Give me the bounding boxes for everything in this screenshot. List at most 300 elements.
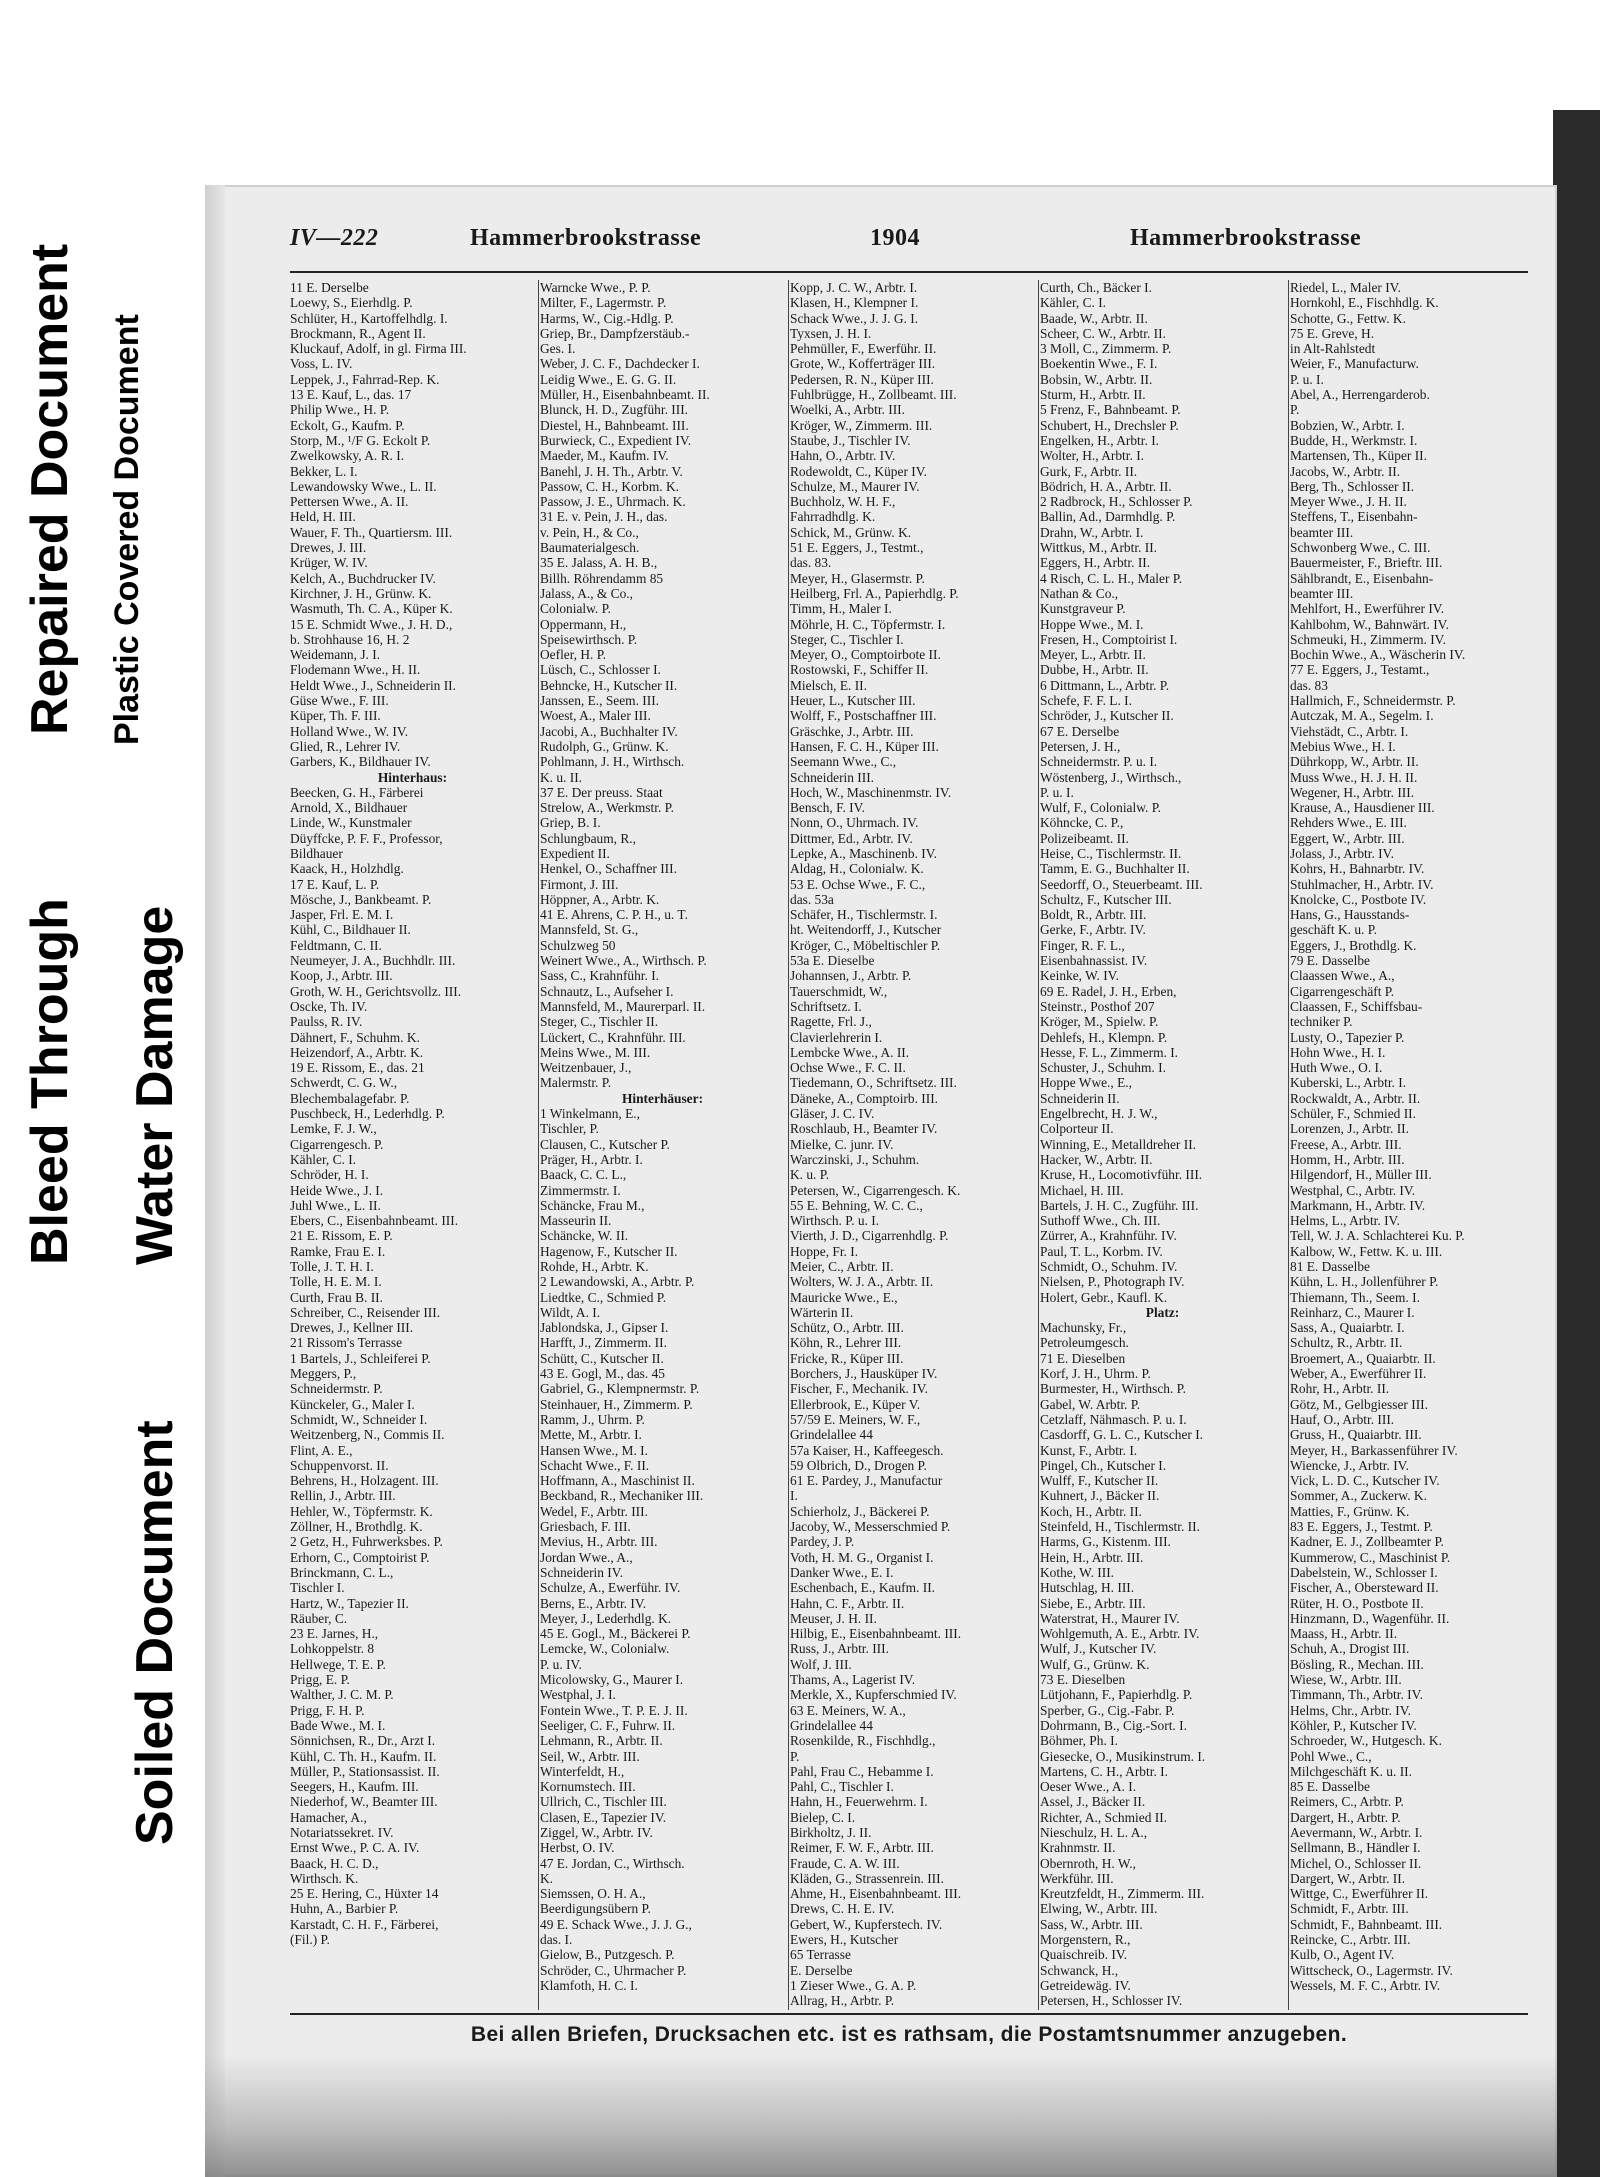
directory-entry: Reimers, C., Arbtr. P.	[1290, 1794, 1404, 1810]
directory-entry: Jalass, A., & Co.,	[540, 585, 633, 601]
directory-entry: Baade, W., Arbtr. II.	[1040, 310, 1148, 326]
directory-entry: E. Derselbe	[790, 1962, 853, 1978]
directory-entry: Hamacher, A.,	[290, 1809, 367, 1825]
footer-notice: Bei allen Briefen, Drucksachen etc. ist es rathsam, die Postamtsnummer anzugeben.	[470, 2023, 1348, 2046]
directory-entry: Autczak, M. A., Segelm. I.	[1290, 708, 1434, 724]
directory-entry: Hoppe, Fr. I.	[790, 1243, 859, 1259]
directory-column-2	[540, 280, 785, 2010]
directory-entry: Malermstr. P.	[540, 1075, 612, 1091]
directory-entry: Schäncke, Frau M.,	[540, 1197, 645, 1213]
directory-entry: Tamm, E. G., Buchhalter II.	[1040, 861, 1190, 877]
directory-entry: Pohl Wwe., C.,	[1290, 1748, 1372, 1764]
scanner-edge	[1553, 110, 1600, 2177]
directory-entry: Jacobi, A., Buchhalter IV.	[540, 723, 678, 739]
directory-entry: Düyffcke, P. F. F., Professor,	[290, 830, 443, 846]
directory-entry: Flodemann Wwe., H. II.	[290, 662, 421, 678]
directory-column-1	[290, 280, 535, 2010]
directory-entry: Krahnmstr. II.	[1040, 1840, 1116, 1856]
directory-entry: Billh. Röhrendamm 85	[540, 570, 664, 586]
soiled-edge	[205, 2055, 1557, 2177]
directory-entry: Birkholtz, J. II.	[790, 1824, 872, 1840]
directory-entry: Hoffmann, A., Maschinist II.	[540, 1473, 695, 1489]
directory-entry: Hartz, W., Tapezier II.	[290, 1595, 409, 1611]
directory-columns	[290, 280, 1530, 2010]
directory-entry: Thams, A., Lagerist IV.	[790, 1672, 916, 1688]
label-plastic-covered-document: Plastic Covered Document	[108, 314, 146, 745]
directory-entry: Helms, Chr., Arbtr. IV.	[1290, 1702, 1412, 1718]
directory-entry: Platz:	[1145, 1304, 1180, 1320]
directory-entry: Banehl, J. H. Th., Arbtr. V.	[540, 463, 683, 479]
directory-entry: Voth, H. M. G., Organist I.	[790, 1549, 934, 1565]
annotation-labels	[0, 0, 200, 2177]
directory-entry: Hutschlag, H. III.	[1040, 1580, 1135, 1596]
directory-entry: Neumeyer, J. A., Buchhdlr. III.	[290, 953, 456, 969]
directory-entry: Paulss, R. IV.	[290, 1014, 363, 1030]
directory-entry: Expedient II.	[540, 845, 610, 861]
directory-entry: Kähler, C. I.	[1040, 295, 1107, 311]
directory-entry: Dehlefs, H., Klempn. P.	[1040, 1029, 1168, 1045]
directory-entry: Kläden, G., Strassenrein. III.	[790, 1870, 944, 1886]
directory-entry: Philip Wwe., H. P.	[290, 402, 390, 418]
directory-entry: Baumaterialgesch.	[540, 540, 640, 556]
directory-entry: Künckeler, G., Maler I.	[290, 1396, 415, 1412]
directory-entry: Karstadt, C. H. F., Färberei,	[290, 1916, 439, 1932]
directory-entry: Allrag, H., Arbtr. P.	[790, 1993, 895, 2009]
directory-entry: Linde, W., Kunstmaler	[290, 815, 412, 831]
directory-entry: 1 Bartels, J., Schleiferei P.	[290, 1350, 431, 1366]
directory-entry: Kruse, H., Locomotivführ. III.	[1040, 1167, 1203, 1183]
directory-entry: Feldtmann, C. II.	[290, 937, 382, 953]
directory-entry: Schulze, A., Ewerführ. IV.	[540, 1580, 681, 1596]
directory-entry: Borchers, J., Hausküper IV.	[790, 1366, 938, 1382]
directory-entry: Hacker, W., Arbtr. II.	[1040, 1151, 1153, 1167]
directory-entry: Wauer, F. Th., Quartiersm. III.	[290, 524, 453, 540]
directory-entry: Steger, C., Tischler II.	[540, 1014, 659, 1030]
directory-entry: Holert, Gebr., Kaufl. K.	[1040, 1289, 1168, 1305]
directory-entry: Timmann, Th., Arbtr. IV.	[1290, 1687, 1423, 1703]
street-heading-right: Hammerbrookstrasse	[1130, 225, 1362, 251]
directory-entry: Sommer, A., Zuckerw. K.	[1290, 1488, 1427, 1504]
directory-entry: Schotte, G., Fettw. K.	[1290, 310, 1406, 326]
directory-entry: Aldag, H., Colonialw. K.	[790, 861, 924, 877]
directory-entry: Kähler, C. I.	[290, 1151, 357, 1167]
directory-entry: Hellwege, T. E. P.	[290, 1656, 386, 1672]
directory-entry: Sass, C., Krahnführ. I.	[540, 968, 660, 984]
directory-entry: Westphal, J. I.	[540, 1687, 616, 1703]
directory-entry: Schlungbaum, R.,	[540, 830, 636, 846]
directory-entry: 35 E. Jalass, A. H. B.,	[540, 555, 658, 571]
directory-entry: Bösling, R., Mechan. III.	[1290, 1656, 1424, 1672]
directory-entry: Kluckauf, Adolf, in gl. Firma III.	[290, 341, 467, 357]
directory-entry: in Alt-Rahlstedt	[1290, 341, 1376, 357]
directory-entry: Tell, W. J. A. Schlachterei Ku. P.	[1290, 1228, 1465, 1244]
directory-entry: Nieschulz, H. L. A.,	[1040, 1824, 1148, 1840]
directory-entry: Mielsch, E. II.	[790, 677, 867, 693]
directory-entry: Meier, C., Arbtr. II.	[790, 1259, 894, 1274]
directory-entry: Pettersen Wwe., A. II.	[290, 494, 409, 510]
directory-entry: Hans, G., Hausstands-	[1290, 907, 1410, 923]
directory-entry: Lütjohann, F., Papierhdlg. P.	[1040, 1687, 1193, 1703]
directory-entry: Griesbach, F. III.	[540, 1519, 631, 1535]
directory-entry: 71 E. Dieselben	[1040, 1350, 1126, 1366]
directory-entry: Ges. I.	[540, 341, 576, 357]
directory-entry: Martens, C. H., Arbtr. I.	[1040, 1763, 1168, 1779]
directory-entry: Schäncke, W. II.	[540, 1228, 629, 1244]
directory-entry: K.	[540, 1870, 554, 1886]
directory-entry: Rüter, H. O., Postbote II.	[1290, 1595, 1424, 1611]
directory-entry: Kühl, C., Bildhauer II.	[290, 922, 411, 938]
directory-entry: Gläser, J. C. IV.	[790, 1106, 875, 1122]
directory-entry: Ewers, H., Kutscher	[790, 1932, 899, 1948]
directory-entry: Eggers, J., Brothdlg. K.	[1290, 937, 1417, 953]
directory-entry: Weidemann, J. I.	[290, 647, 381, 663]
directory-entry: Oscke, Th. IV.	[290, 998, 368, 1014]
directory-column-3	[790, 280, 1035, 2010]
directory-entry: Siemssen, O. H. A.,	[540, 1886, 646, 1902]
directory-entry: Garbers, K., Bildhauer IV.	[290, 754, 431, 770]
directory-entry: Meyer Wwe., J. H. II.	[1290, 494, 1407, 510]
directory-entry: Schacht Wwe., F. II.	[540, 1457, 650, 1473]
directory-entry: Heise, C., Tischlermstr. II.	[1040, 845, 1182, 861]
directory-entry: Colporteur II.	[1040, 1121, 1114, 1137]
directory-entry: Huhn, A., Barbier P.	[290, 1901, 399, 1917]
directory-entry: 53a E. Dieselbe	[790, 953, 875, 969]
directory-entry: Prigg, F. H. P.	[290, 1702, 365, 1718]
directory-entry: Tyxsen, J. H. I.	[790, 325, 872, 341]
directory-entry: 51 E. Eggers, J., Testmt.,	[790, 540, 924, 556]
directory-column-5	[1290, 280, 1535, 2010]
directory-entry: Schwanck, H.,	[1040, 1962, 1119, 1978]
directory-entry: Petroleumgesch.	[1040, 1335, 1129, 1351]
directory-entry: techniker P.	[1290, 1014, 1353, 1030]
directory-entry: Hallmich, F., Schneidermstr. P.	[1290, 693, 1456, 709]
directory-entry: Tolle, H. E. M. I.	[290, 1274, 382, 1290]
directory-entry: Schierholz, J., Bäckerei P.	[790, 1503, 930, 1519]
directory-entry: Claassen Wwe., A.,	[1290, 968, 1395, 984]
directory-entry: Sählbrandt, E., Eisenbahn-	[1290, 570, 1434, 586]
directory-entry: Ellerbrook, E., Küper V.	[790, 1396, 921, 1412]
directory-entry: P. u. I.	[1290, 371, 1324, 387]
directory-entry: Tiedemann, O., Schriftsetz. III.	[790, 1075, 957, 1091]
directory-entry: 79 E. Dasselbe	[1290, 953, 1370, 969]
directory-entry: Martensen, Th., Küper II.	[1290, 448, 1427, 464]
directory-entry: Hein, H., Arbtr. III.	[1040, 1549, 1144, 1565]
directory-entry: Wessels, M. F. C., Arbtr. IV.	[1290, 1977, 1441, 1993]
directory-entry: Meggers, P.,	[290, 1366, 357, 1382]
directory-entry: Dähnert, F., Schuhm. K.	[290, 1029, 420, 1045]
directory-entry: Hesse, F. L., Zimmerm. I.	[1040, 1044, 1179, 1060]
directory-entry: Pahl, C., Tischler I.	[790, 1779, 894, 1795]
directory-entry: P.	[790, 1748, 800, 1764]
directory-entry: beamter III.	[1290, 524, 1354, 540]
directory-entry: 3 Moll, C., Zimmerm. P.	[1040, 341, 1172, 357]
directory-entry: Finger, R. F. L.,	[1040, 937, 1125, 953]
directory-entry: Steinstr., Posthof 207	[1040, 998, 1155, 1014]
directory-entry: Kunstgraveur P.	[1040, 601, 1126, 617]
footer-rule	[290, 2013, 1528, 2015]
directory-entry: Erhorn, C., Comptoirist P.	[290, 1549, 430, 1565]
directory-entry: Seil, W., Arbtr. III.	[540, 1748, 640, 1764]
directory-entry: Schütz, O., Arbtr. III.	[790, 1320, 904, 1336]
directory-entry: Ahme, H., Eisenbahnbeamt. III.	[790, 1886, 962, 1902]
directory-entry: Schefe, F. F. L. I.	[1040, 693, 1132, 709]
directory-entry: Wiencke, J., Arbtr. IV.	[1290, 1457, 1409, 1473]
directory-entry: Jacoby, W., Messerschmied P.	[790, 1519, 951, 1535]
directory-entry: Wittge, C., Ewerführer II.	[1290, 1886, 1429, 1902]
directory-entry: Jablondska, J., Gipser I.	[540, 1320, 669, 1336]
directory-entry: Roschlaub, H., Beamter IV.	[790, 1121, 938, 1137]
directory-entry: Petersen, H., Schlosser IV.	[1040, 1993, 1183, 2009]
directory-entry: Schüler, F., Schmied II.	[1290, 1106, 1416, 1122]
directory-entry: Broemert, A., Quaiarbtr. II.	[1290, 1350, 1436, 1366]
directory-entry: Griep, Br., Dampfzerstäub.-	[540, 325, 690, 341]
directory-entry: Tolle, J. T. H. I.	[290, 1259, 374, 1274]
directory-entry: Bekker, L. I.	[290, 463, 358, 479]
directory-entry: Krüger, W. IV.	[290, 555, 368, 571]
directory-entry: Lewandowsky Wwe., L. II.	[290, 478, 437, 494]
directory-entry: Eggert, W., Arbtr. III.	[1290, 830, 1405, 846]
directory-entry: Warncke Wwe., P. P.	[540, 280, 651, 295]
directory-entry: Schack Wwe., J. J. G. I.	[790, 310, 919, 326]
directory-entry: 2 Radbrock, H., Schlosser P.	[1040, 494, 1193, 510]
directory-entry: Fresen, H., Comptoirist I.	[1040, 631, 1178, 647]
directory-entry: Weitzenbauer, J.,	[540, 1060, 632, 1076]
directory-entry: Abel, A., Herrengarderob.	[1290, 387, 1430, 403]
directory-entry: Harms, W., Cig.-Hdlg. P.	[540, 310, 674, 326]
directory-entry: Gielow, B., Putzgesch. P.	[540, 1947, 675, 1963]
directory-entry: Passow, J. E., Uhrmach. K.	[540, 494, 686, 510]
directory-entry: Wittkus, M., Arbtr. II.	[1040, 540, 1157, 556]
directory-entry: Baack, C. C. L.,	[540, 1167, 627, 1183]
directory-entry: Schmidt, W., Schneider I.	[290, 1411, 428, 1427]
directory-entry: Prigg, E. P.	[290, 1672, 350, 1688]
directory-entry: Timm, H., Maler I.	[790, 601, 892, 617]
directory-entry: Klasen, H., Klempner I.	[790, 295, 919, 311]
directory-entry: Weber, J. C. F., Dachdecker I.	[540, 356, 700, 372]
directory-entry: Beckband, R., Mechaniker III.	[540, 1488, 704, 1504]
directory-entry: Fahrradhdlg. K.	[790, 509, 876, 525]
directory-entry: P.	[1290, 402, 1300, 418]
directory-entry: Seeliger, C. F., Fuhrw. II.	[540, 1717, 676, 1733]
directory-entry: Kummerow, C., Maschinist P.	[1290, 1549, 1451, 1565]
directory-entry: ht. Weitendorff, J., Kutscher	[790, 922, 942, 938]
directory-entry: Hoppe Wwe., M. I.	[1040, 616, 1144, 632]
directory-entry: Obernroth, H. W.,	[1040, 1855, 1136, 1871]
directory-entry: Kröger, C., Möbeltischler P.	[790, 937, 941, 953]
directory-entry: Maeder, M., Kaufm. IV.	[540, 448, 669, 464]
directory-entry: 47 E. Jordan, C., Wirthsch.	[540, 1855, 685, 1871]
directory-entry: Woest, A., Maler III.	[540, 708, 651, 724]
directory-entry: Weber, A., Ewerführer II.	[1290, 1366, 1427, 1382]
directory-entry: 45 E. Gogl., M., Bäckerei P.	[540, 1626, 691, 1642]
directory-entry: Kahlbohm, W., Bahnwärt. IV.	[1290, 616, 1449, 632]
directory-entry: 81 E. Dasselbe	[1290, 1259, 1370, 1274]
directory-entry: Gruss, H., Quaiarbtr. III.	[1290, 1427, 1422, 1443]
directory-entry: Fuhlbrügge, H., Zollbeamt. III.	[790, 387, 957, 403]
directory-entry: Milter, F., Lagermstr. P.	[540, 295, 667, 311]
directory-entry: 55 E. Behning, W. C. C.,	[790, 1197, 923, 1213]
directory-entry: Loewy, S., Eierhdlg. P.	[290, 295, 413, 311]
directory-entry: Michel, O., Schlosser II.	[1290, 1855, 1422, 1871]
page-number: IV—222	[290, 225, 379, 251]
directory-entry: Wasmuth, Th. C. A., Küper K.	[290, 601, 453, 617]
directory-entry: Arnold, X., Bildhauer	[290, 800, 408, 816]
directory-entry: Schröder, H. I.	[290, 1167, 369, 1183]
directory-entry: 1 Zieser Wwe., G. A. P.	[790, 1977, 917, 1993]
directory-entry: Kühn, L. H., Jollenführer P.	[1290, 1274, 1439, 1290]
directory-entry: 2 Getz, H., Fuhrwerksbes. P.	[290, 1534, 443, 1550]
directory-entry: Klamfoth, H. C. I.	[540, 1977, 638, 1993]
directory-entry: Götz, M., Gelbgiesser III.	[1290, 1396, 1428, 1412]
directory-entry: Hauf, O., Arbtr. III.	[1290, 1411, 1395, 1427]
directory-entry: 75 E. Greve, H.	[1290, 325, 1375, 341]
directory-entry: Harms, G., Kistenm. III.	[1040, 1534, 1171, 1550]
directory-entry: Dohrmann, B., Cig.-Sort. I.	[1040, 1717, 1187, 1733]
directory-entry: Meins Wwe., M. III.	[540, 1044, 651, 1060]
directory-entry: Lemcke, W., Colonialw.	[540, 1641, 670, 1657]
directory-entry: Heide Wwe., J. I.	[290, 1182, 384, 1198]
directory-entry: Möhrle, H. C., Töpfermstr. I.	[790, 616, 946, 632]
directory-entry: Wittscheck, O., Lagermstr. IV.	[1290, 1962, 1453, 1978]
directory-entry: Hilbig, E., Eisenbahnbeamt. III.	[790, 1626, 962, 1642]
directory-entry: 63 E. Meiners, W. A.,	[790, 1702, 906, 1718]
directory-entry: Hilgendorf, H., Müller III.	[1290, 1167, 1432, 1183]
directory-entry: Rodewoldt, C., Küper IV.	[790, 463, 927, 479]
directory-entry: 73 E. Dieselben	[1040, 1672, 1126, 1688]
directory-entry: Kirchner, J. H., Grünw. K.	[290, 585, 432, 601]
directory-entry: Claassen, F., Schiffsbau-	[1290, 998, 1423, 1014]
directory-entry: Heizendorf, A., Arbtr. K.	[290, 1044, 424, 1060]
directory-entry: Wegener, H., Arbtr. III.	[1290, 784, 1415, 800]
directory-entry: Werkführ. III.	[1040, 1870, 1114, 1886]
directory-entry: Blunck, H. D., Zugführ. III.	[540, 402, 689, 418]
directory-entry: Ernst Wwe., P. C. A. IV.	[290, 1840, 420, 1856]
directory-entry: Schäfer, H., Tischlermstr. I.	[790, 907, 938, 923]
directory-entry: Cigarrengesch. P.	[290, 1136, 384, 1152]
directory-entry: Wolters, W. J. A., Arbtr. II.	[790, 1274, 934, 1290]
directory-entry: Burmester, H., Wirthsch. P.	[1040, 1381, 1186, 1397]
directory-entry: Knolcke, C., Postbote IV.	[1290, 891, 1427, 907]
directory-entry: Blechembalagefabr. P.	[290, 1090, 410, 1106]
directory-entry: Ochse Wwe., F. C. II.	[790, 1060, 906, 1076]
directory-entry: Hoch, W., Maschinenmstr. IV.	[790, 784, 952, 800]
directory-entry: 49 E. Schack Wwe., J. J. G.,	[540, 1916, 692, 1932]
column-divider	[1288, 280, 1289, 2010]
directory-entry: Clavierlehrerin I.	[790, 1029, 883, 1045]
directory-entry: Zimmermstr. I.	[540, 1182, 621, 1198]
directory-entry: Pohlmann, J. H., Wirthsch.	[540, 754, 685, 770]
directory-entry: Wirthsch. P. u. I.	[790, 1213, 880, 1229]
directory-entry: Seedorff, O., Steuerbeamt. III.	[1040, 876, 1203, 892]
directory-entry: Kreutzfeldt, H., Zimmerm. III.	[1040, 1886, 1205, 1902]
directory-entry: Fricke, R., Küper III.	[790, 1350, 904, 1366]
directory-entry: Puschbeck, H., Lederhdlg. P.	[290, 1106, 445, 1122]
directory-entry: Schmidt, F., Bahnbeamt. III.	[1290, 1916, 1443, 1932]
directory-entry: Weitzenberg, N., Commis II.	[290, 1427, 445, 1443]
directory-entry: Schröder, C., Uhrmacher P.	[540, 1962, 687, 1978]
directory-entry: Tauerschmidt, W.,	[790, 983, 888, 999]
directory-entry: Lusty, O., Tapezier P.	[1290, 1029, 1405, 1045]
directory-entry: Kohrs, H., Bahnarbtr. IV.	[1290, 861, 1425, 877]
directory-entry: Ullrich, C., Tischler III.	[540, 1794, 667, 1810]
directory-entry: Holland Wwe., W. IV.	[290, 723, 409, 739]
directory-entry: Homm, H., Arbtr. III.	[1290, 1151, 1405, 1167]
directory-entry: Jordan Wwe., A.,	[540, 1549, 633, 1565]
directory-entry: 57/59 E. Meiners, W. F.,	[790, 1411, 921, 1427]
directory-entry: K. u. P.	[790, 1167, 830, 1183]
directory-entry: Rudolph, G., Grünw. K.	[540, 738, 669, 754]
directory-entry: Boekentin Wwe., F. I.	[1040, 356, 1158, 372]
directory-entry: Bade Wwe., M. I.	[290, 1717, 386, 1733]
directory-entry: Milchgeschäft K. u. II.	[1290, 1763, 1412, 1779]
directory-entry: Baack, H. C. D.,	[290, 1855, 379, 1871]
directory-entry: Seegers, H., Kaufm. III.	[290, 1779, 419, 1795]
directory-entry: Henkel, O., Schaffner III.	[540, 861, 677, 877]
directory-entry: Flint, A. E.,	[290, 1442, 353, 1458]
directory-entry: Winterfeldt, H.,	[540, 1763, 625, 1779]
directory-entry: Drewes, J., Kellner III.	[290, 1320, 414, 1336]
directory-entry: b. Strohhause 16, H. 2	[290, 631, 410, 647]
directory-entry: Meyer, O., Comptoirbote II.	[790, 647, 941, 663]
directory-entry: Wärterin II.	[790, 1304, 854, 1320]
directory-entry: Machunsky, Fr.,	[1040, 1320, 1127, 1336]
directory-entry: Pingel, Ch., Kutscher I.	[1040, 1457, 1167, 1473]
directory-entry: Köhn, R., Lehrer III.	[790, 1335, 902, 1351]
directory-entry: Eisenbahnassist. IV.	[1040, 953, 1148, 969]
directory-entry: Gabel, W. Arbtr. P.	[1040, 1396, 1141, 1412]
directory-entry: Fraude, C. A. W. III.	[790, 1855, 900, 1871]
directory-entry: Zürrer, A., Krahnführ. IV.	[1040, 1228, 1177, 1244]
directory-entry: 57a Kaiser, H., Kaffeegesch.	[790, 1442, 944, 1458]
directory-entry: Morgenstern, R.,	[1040, 1932, 1131, 1948]
directory-column-4	[1040, 280, 1285, 2010]
directory-entry: 2 Lewandowski, A., Arbtr. P.	[540, 1274, 695, 1290]
directory-entry: P. u. IV.	[540, 1656, 582, 1672]
directory-entry: Schuppenvorst. II.	[290, 1457, 389, 1473]
directory-entry: Räuber, C.	[290, 1610, 348, 1626]
directory-entry: Schneidermstr. P.	[290, 1381, 383, 1397]
column-divider	[788, 280, 789, 2010]
directory-entry: Bochin Wwe., A., Wäscherin IV.	[1290, 647, 1466, 663]
directory-entry: K. u. II.	[540, 769, 583, 785]
page-header	[290, 225, 1530, 259]
directory-entry: Kalbow, W., Fettw. K. u. III.	[1290, 1243, 1443, 1259]
directory-entry: 31 E. v. Pein, J. H., das.	[540, 509, 668, 525]
directory-entry: Mielke, C. junr. IV.	[790, 1136, 894, 1152]
directory-entry: Rehders Wwe., E. III.	[1290, 815, 1407, 831]
directory-entry: Reinharz, C., Maurer I.	[1290, 1304, 1415, 1320]
directory-entry: Schwonberg Wwe., C. III.	[1290, 540, 1431, 556]
directory-entry: Rohr, H., Arbtr. II.	[1290, 1381, 1390, 1397]
directory-entry: Seemann Wwe., C.,	[790, 754, 897, 770]
directory-entry: das. 83	[1290, 677, 1328, 693]
directory-entry: Jolass, J., Arbtr. IV.	[1290, 845, 1394, 861]
directory-entry: Drews, C. H. E. IV.	[790, 1901, 895, 1917]
directory-entry: Kunst, F., Arbtr. I.	[1040, 1442, 1138, 1458]
directory-entry: Gräschke, J., Arbtr. III.	[790, 723, 914, 739]
directory-entry: Burwieck, C., Expedient IV.	[540, 432, 692, 448]
directory-entry: Sellmann, B., Händler I.	[1290, 1840, 1421, 1856]
directory-entry: Müller, H., Eisenbahnbeamt. II.	[540, 387, 710, 403]
directory-entry: Speisewirthsch. P.	[540, 631, 638, 647]
directory-entry: Bauermeister, F., Brieftr. III.	[1290, 555, 1443, 571]
directory-entry: 4 Risch, C. L. H., Maler P.	[1040, 570, 1183, 586]
directory-entry: Huth Wwe., O. I.	[1290, 1060, 1383, 1076]
directory-entry: Gabriel, G., Klempnermstr. P.	[540, 1381, 700, 1397]
directory-entry: Schick, M., Grünw. K.	[790, 524, 912, 540]
directory-entry: Mevius, H., Arbtr. III.	[540, 1534, 658, 1550]
directory-entry: Firmont, J. III.	[540, 876, 619, 892]
